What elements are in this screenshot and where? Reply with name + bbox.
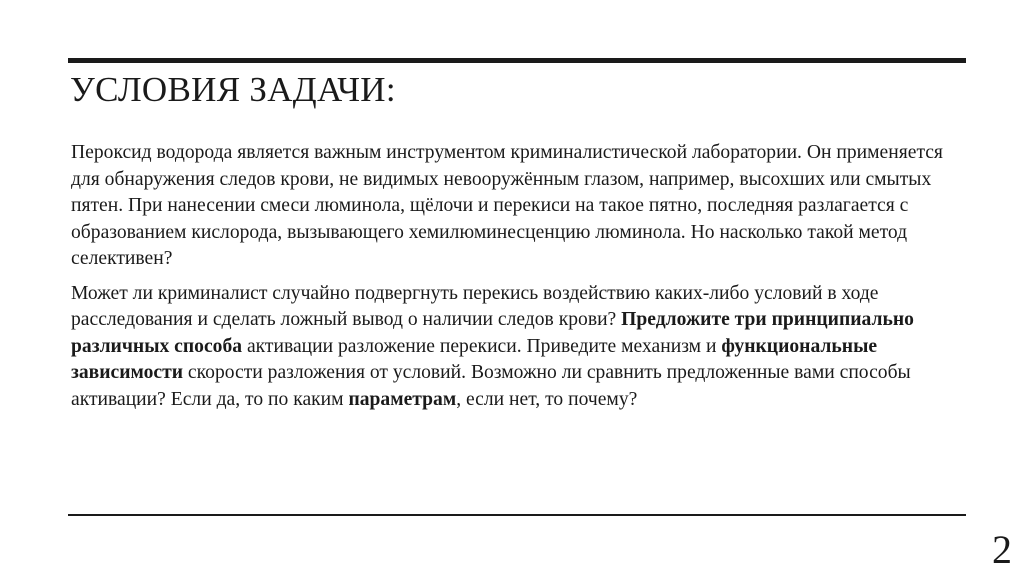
paragraph-intro [71, 140, 971, 273]
text-segment: активации разложение перекиси. Приведите механизм и [242, 335, 722, 357]
paragraph-task [71, 281, 971, 414]
text-segment: Может ли криминалист случайно подвергнуть перекись воздействию каких-либо условий в ходе расследования и сделать ложный вывод о наличии следов крови? [71, 282, 879, 330]
emphasis-three-methods: Предложите три принципиально различных способа [71, 309, 914, 357]
slide-title: УСЛОВИЯ ЗАДАЧИ: [70, 70, 396, 109]
emphasis-parameters: параметрам [348, 388, 457, 410]
top-divider [68, 58, 966, 63]
page-number: 2 [992, 527, 1012, 572]
slide-body [71, 140, 971, 413]
text-segment: Пероксид водорода является важным инструментом криминалистической лаборатории. Он применяется для обнаружения следов крови, не видимых невооружённым глазом, например, высохших или смытых пятен. При нанесении смеси люминола, щёлочи и перекиси на такое пятно, последняя разлагается с образованием кислорода, вызывающего хемилюминесценцию люминола. Но насколько такой метод селективен? [71, 142, 943, 269]
text-segment: , если нет, то почему? [456, 388, 638, 410]
bottom-divider [68, 514, 966, 516]
text-segment: скорости разложения от условий. Возможно ли сравнить предложенные вами способы активации? Если да, то по каким [71, 362, 911, 410]
emphasis-functional-dependencies: функциональные зависимости [71, 335, 878, 383]
